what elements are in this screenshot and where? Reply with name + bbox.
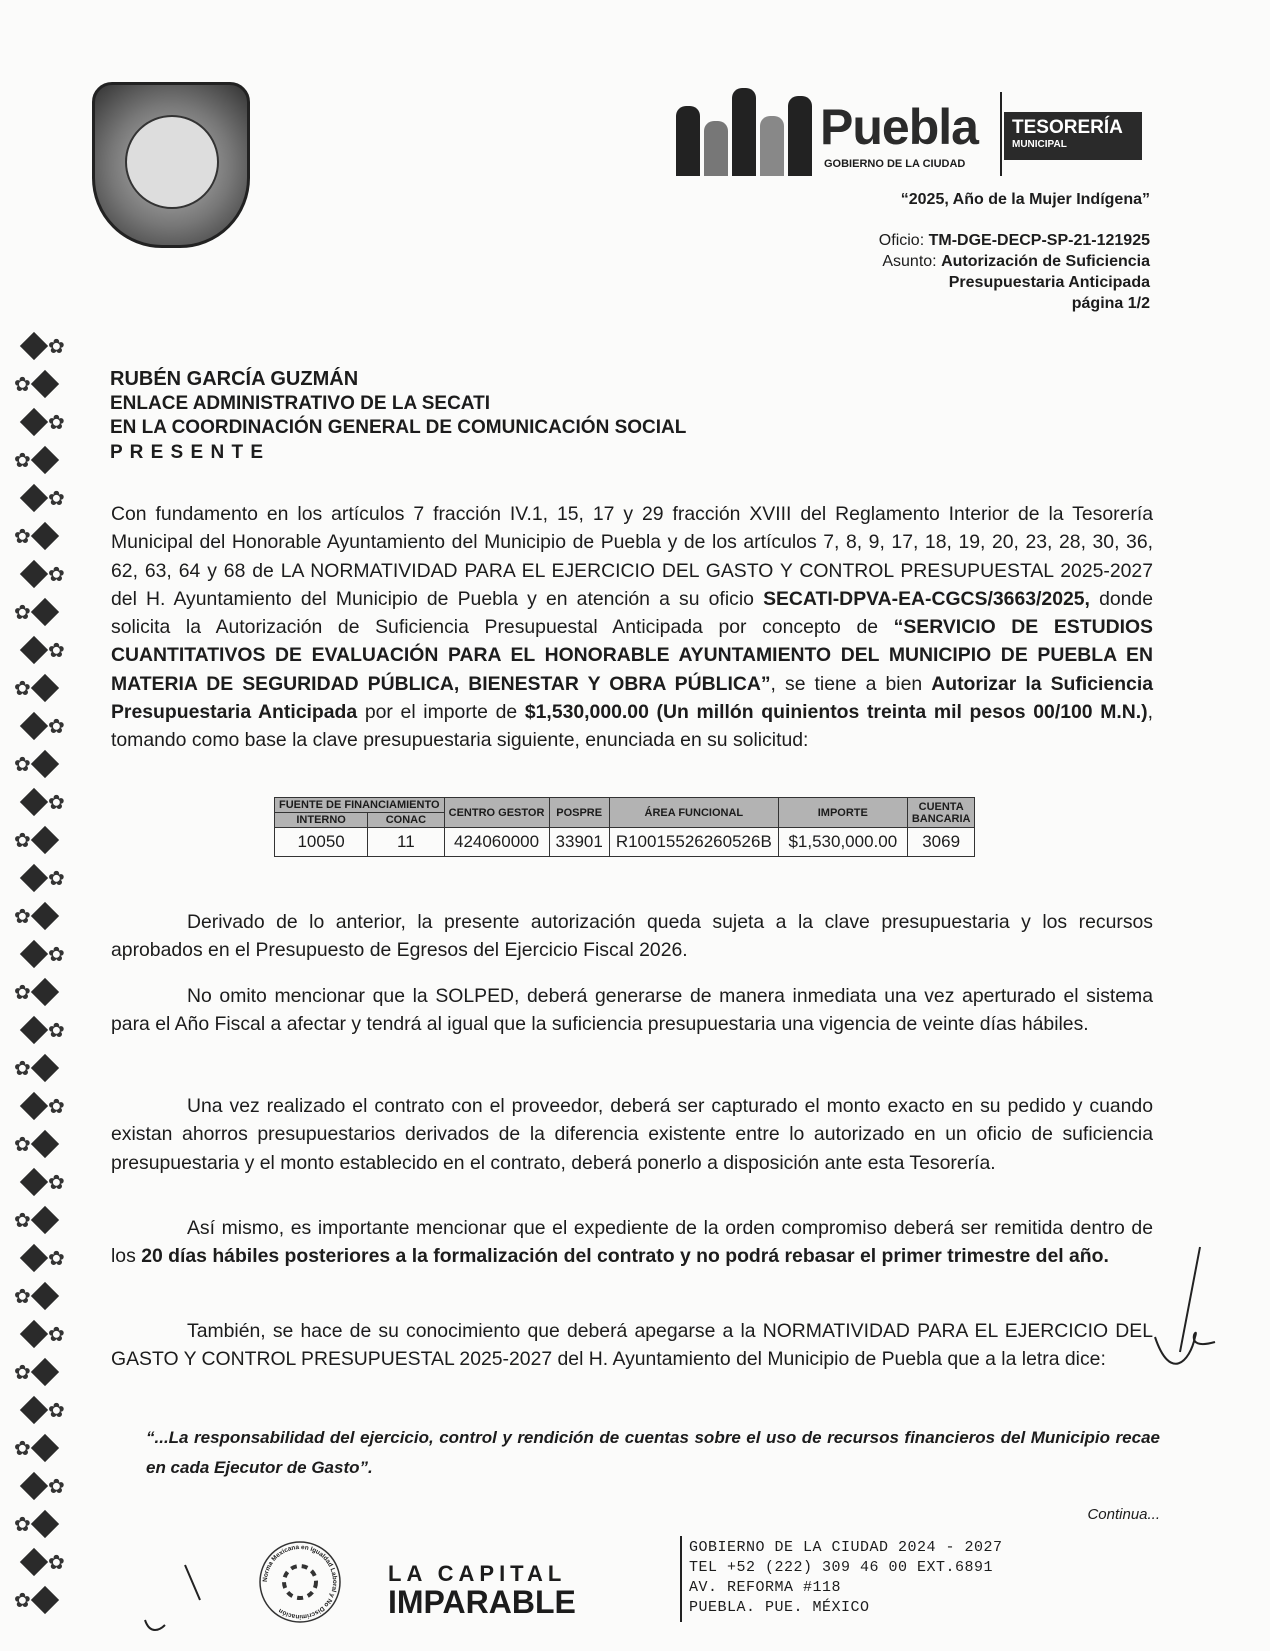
municipal-label: MUNICIPAL	[1012, 139, 1067, 150]
recipient-block	[110, 367, 686, 465]
la-capital-imparable-logo	[388, 1561, 576, 1620]
flower-icon: ✿	[14, 981, 31, 1004]
diamond-icon	[20, 1168, 48, 1196]
brand-subtitle: GOBIERNO DE LA CIUDAD	[824, 158, 966, 170]
asunto-line1: Autorización de Suficiencia	[941, 253, 1150, 270]
divider	[680, 1536, 682, 1622]
border-ornament	[8, 634, 76, 666]
diamond-icon	[31, 598, 59, 626]
flower-icon: ✿	[14, 525, 31, 548]
diamond-icon	[31, 902, 59, 930]
border-ornament	[8, 1128, 76, 1160]
address-line: GOBIERNO DE LA CIUDAD 2024 - 2027	[689, 1539, 1003, 1556]
flower-icon: ✿	[14, 1133, 31, 1156]
header-centro-gestor: CENTRO GESTOR	[444, 798, 549, 828]
text: También, se hace de su conocimiento que deberá apegarse a la NORMATIVIDAD PARA EL EJERCICIO DEL GASTO Y CONTROL PRESUPUESTAL 2025-2027 del H. Ayuntamiento del Municipio de Puebla que a la letra dice:	[111, 1320, 1153, 1371]
border-ornament	[8, 1014, 76, 1046]
flower-icon: ✿	[48, 411, 65, 434]
flower-icon: ✿	[14, 373, 31, 396]
diamond-icon	[20, 1548, 48, 1576]
diamond-icon	[31, 370, 59, 398]
diamond-icon	[20, 1472, 48, 1500]
border-ornament	[8, 1470, 76, 1502]
cell-centro-gestor: 424060000	[444, 828, 549, 857]
flower-icon: ✿	[14, 1285, 31, 1308]
igualdad-laboral-seal	[258, 1540, 342, 1624]
flower-icon: ✿	[14, 1513, 31, 1536]
diamond-icon	[20, 408, 48, 436]
paragraph-expediente	[111, 1214, 1153, 1271]
header-area-funcional: ÁREA FUNCIONAL	[609, 798, 778, 828]
border-ornament	[8, 824, 76, 856]
text: , tomando como base la clave presupuestaria siguiente, enunciada en su solicitud:	[111, 701, 1154, 752]
norma-text	[262, 1544, 338, 1620]
border-ornament	[8, 748, 76, 780]
diamond-icon	[20, 712, 48, 740]
diamond-icon	[20, 940, 48, 968]
recipient-title: EN LA COORDINACIÓN GENERAL DE COMUNICACIÓN SOCIAL	[110, 417, 687, 438]
cell-cuenta: 3069	[907, 828, 975, 857]
border-ornament	[8, 1280, 76, 1312]
diamond-icon	[31, 1282, 59, 1310]
border-ornament	[8, 406, 76, 438]
flower-icon: ✿	[14, 905, 31, 928]
flower-icon: ✿	[14, 1437, 31, 1460]
oficio-number: TM-DGE-DECP-SP-21-121925	[928, 232, 1150, 249]
diamond-icon	[31, 1206, 59, 1234]
paragraph-solped	[111, 982, 1153, 1039]
flower-icon: ✿	[48, 335, 65, 358]
flower-icon: ✿	[48, 1551, 65, 1574]
table-row	[275, 828, 975, 857]
border-ornament	[8, 330, 76, 362]
flower-icon: ✿	[14, 1057, 31, 1080]
diamond-icon	[20, 636, 48, 664]
flower-icon: ✿	[48, 1019, 65, 1042]
border-ornament	[8, 1166, 76, 1198]
continua-label: Continua...	[1087, 1506, 1160, 1523]
recipient-name: RUBÉN GARCÍA GUZMÁN	[110, 368, 359, 390]
asunto-label: Asunto:	[882, 253, 942, 270]
header-cuenta-bancaria: CUENTA BANCARIA	[907, 798, 975, 828]
header-pospre: POSPRE	[549, 798, 609, 828]
flower-icon: ✿	[48, 1095, 65, 1118]
text: donde solicita la Autorización de Suficiencia Presupuestal Anticipada por concepto de	[111, 587, 1153, 639]
flower-icon: ✿	[14, 449, 31, 472]
city-seal-logo	[92, 82, 250, 248]
flower-icon: ✿	[48, 1323, 65, 1346]
diamond-icon	[31, 1510, 59, 1538]
border-ornament	[8, 1204, 76, 1236]
oficio-reference: SECATI-DPVA-EA-CGCS/3663/2025,	[763, 587, 1090, 610]
border-ornament	[8, 1052, 76, 1084]
address-line: AV. REFORMA #118	[689, 1579, 842, 1596]
flower-icon: ✿	[14, 1209, 31, 1232]
diamond-icon	[20, 484, 48, 512]
diamond-icon	[31, 674, 59, 702]
diamond-icon	[20, 1320, 48, 1348]
diamond-icon	[20, 1396, 48, 1424]
diamond-icon	[31, 1054, 59, 1082]
asunto-line2: Presupuestaria Anticipada	[948, 274, 1150, 291]
border-ornament	[8, 1508, 76, 1540]
border-ornament	[8, 1242, 76, 1274]
border-ornament	[8, 520, 76, 552]
paragraph-normatividad	[111, 1317, 1153, 1374]
header-importe: IMPORTE	[778, 798, 907, 828]
contact-address	[689, 1538, 1003, 1618]
diamond-icon	[20, 560, 48, 588]
border-ornament	[8, 1546, 76, 1578]
border-ornament	[8, 672, 76, 704]
border-ornament	[8, 444, 76, 476]
cell-importe: $1,530,000.00	[778, 828, 907, 857]
divider	[1000, 92, 1002, 176]
diamond-icon	[31, 1130, 59, 1158]
text: No omito mencionar que la SOLPED, deberá generarse de manera inmediata una vez aperturado el sistema para el Año Fiscal a afectar y tendrá al igual que la suficiencia presupuestaria una vigencia de veinte días hábiles.	[111, 985, 1153, 1036]
phone-line: TEL +52 (222) 309 46 00 EXT.6891	[689, 1559, 994, 1576]
text: Con fundamento en los artículos 7 fracción IV.1, 15, 17 y 29 fracción XVIII del Reglamento Interior de la Tesorería Municipal del Honorable Ayuntamiento del Municipio de Puebla y de los artículos 7, 8, 9, 17, 18, 19, 20, 23, 28, 30, 36, 62, 63, 64 y 68 de LA NORMATIVIDAD PARA EL EJERCICIO DEL GASTO Y CONTROL PRESUPUESTAL 2025-2027 del H. Ayuntamiento del Municipio de Puebla y en atención a su oficio	[111, 503, 1153, 610]
text: Derivado de lo anterior, la presente autorización queda sujeta a la clave presupuestaria y los recursos aprobados en el Presupuesto de Egresos del Ejercicio Fiscal 2026.	[111, 911, 1153, 962]
flower-icon: ✿	[48, 563, 65, 586]
flower-icon: ✿	[48, 1171, 65, 1194]
service-concept: “SERVICIO DE ESTUDIOS CUANTITATIVOS DE EVALUACIÓN PARA EL HONORABLE AYUNTAMIENTO DEL MUNICIPIO DE PUEBLA EN MATERIA DE SEGURIDAD PÚBLICA, BIENESTAR Y OBRA PÚBLICA”	[111, 616, 1153, 695]
text: , se tiene a bien	[770, 672, 932, 695]
border-ornament	[8, 900, 76, 932]
oficio-label: Oficio:	[878, 232, 929, 249]
border-ornament	[8, 596, 76, 628]
diamond-icon	[31, 1434, 59, 1462]
capital-text: LA CAPITAL	[388, 1561, 567, 1586]
flower-icon: ✿	[14, 677, 31, 700]
norma-label: Norma Mexicana en Igualdad Laboral y No Discriminación	[261, 1543, 339, 1621]
diamond-icon	[20, 1244, 48, 1272]
diamond-icon	[20, 788, 48, 816]
diamond-icon	[31, 1586, 59, 1614]
text: por el importe de	[357, 701, 525, 724]
puebla-brand: Puebla	[820, 99, 978, 155]
border-ornament	[8, 1356, 76, 1388]
flower-icon: ✿	[48, 1247, 65, 1270]
page-number: página 1/2	[1071, 295, 1150, 312]
cell-area-funcional: R10015526260526B	[609, 828, 778, 857]
diamond-icon	[20, 864, 48, 892]
quote: “...La responsabilidad del ejercicio, control y rendición de cuentas sobre el uso de recursos financieros del Municipio recae en cada Ejecutor de Gasto”.	[146, 1428, 1160, 1477]
border-ornament	[8, 1432, 76, 1464]
flower-icon: ✿	[48, 791, 65, 814]
text: Una vez realizado el contrato con el proveedor, deberá ser capturado el monto exacto en su pedido y cuando existan ahorros presupuestarios derivados de la diferencia existente entre lo autorizado en un oficio de suficiencia presupuestaria y el monto establecido en el contrato, deberá ponerlo a disposición ante esta Tesorería.	[111, 1095, 1153, 1174]
diamond-icon	[31, 446, 59, 474]
border-ornament	[8, 862, 76, 894]
border-ornament	[8, 1394, 76, 1426]
diamond-icon	[31, 826, 59, 854]
deadline: 20 días hábiles posteriores a la formalización del contrato y no podrá rebasar el primer trimestre del año.	[141, 1245, 1109, 1268]
budget-key-table	[274, 797, 975, 857]
diamond-icon	[20, 1092, 48, 1120]
people-ring-icon	[284, 1566, 316, 1598]
tesoreria-label: TESORERÍA	[1012, 117, 1123, 138]
paragraph-contrato	[111, 1092, 1153, 1177]
border-ornament	[8, 710, 76, 742]
header-fuente: FUENTE DE FINANCIAMIENTO	[275, 798, 445, 813]
flower-icon: ✿	[48, 1399, 65, 1422]
header-interno: INTERNO	[275, 813, 368, 828]
border-ornament	[8, 1090, 76, 1122]
paragraph-fundamento	[111, 500, 1153, 755]
cell-interno: 10050	[275, 828, 368, 857]
paragraph-derivado	[111, 908, 1153, 965]
flower-icon: ✿	[14, 829, 31, 852]
border-ornament	[8, 976, 76, 1008]
initials-mark	[140, 1560, 210, 1640]
diamond-icon	[31, 750, 59, 778]
flower-icon: ✿	[48, 1475, 65, 1498]
tesoreria-badge	[1004, 112, 1142, 160]
header-conac: CONAC	[368, 813, 444, 828]
diamond-icon	[20, 1016, 48, 1044]
text: Así mismo, es importante mencionar que el expediente de la orden compromiso deberá ser remitida dentro de los	[111, 1217, 1153, 1268]
flower-icon: ✿	[48, 943, 65, 966]
presente: P R E S E N T E	[110, 441, 265, 463]
diamond-icon	[31, 1358, 59, 1386]
border-ornament	[8, 1584, 76, 1616]
border-ornament	[8, 1318, 76, 1350]
puebla-logo-art	[676, 86, 816, 176]
border-ornament	[8, 368, 76, 400]
flower-icon: ✿	[14, 601, 31, 624]
flower-icon: ✿	[14, 1361, 31, 1384]
cell-conac: 11	[368, 828, 444, 857]
diamond-icon	[20, 332, 48, 360]
recipient-title: ENLACE ADMINISTRATIVO DE LA SECATI	[110, 392, 490, 414]
flower-icon: ✿	[48, 867, 65, 890]
flower-icon: ✿	[14, 1589, 31, 1612]
authorization: Autorizar la Suficiencia Presupuestaria Anticipada	[111, 672, 1154, 724]
flower-icon: ✿	[14, 753, 31, 776]
border-ornament	[8, 558, 76, 590]
cell-pospre: 33901	[549, 828, 609, 857]
address-line: PUEBLA. PUE. MÉXICO	[689, 1599, 870, 1616]
diamond-icon	[31, 978, 59, 1006]
amount: $1,530,000.00 (Un millón quinientos treinta mil pesos 00/100 M.N.)	[524, 701, 1148, 724]
signature-mark	[1150, 1242, 1220, 1392]
diamond-icon	[31, 522, 59, 550]
decorative-border	[8, 330, 76, 1630]
document-reference	[879, 230, 1150, 314]
border-ornament	[8, 482, 76, 514]
border-ornament	[8, 786, 76, 818]
flower-icon: ✿	[48, 487, 65, 510]
year-motto: “2025, Año de la Mujer Indígena”	[900, 191, 1150, 208]
flower-icon: ✿	[48, 715, 65, 738]
border-ornament	[8, 938, 76, 970]
imparable-text: IMPARABLE	[388, 1584, 576, 1620]
flower-icon: ✿	[48, 639, 65, 662]
